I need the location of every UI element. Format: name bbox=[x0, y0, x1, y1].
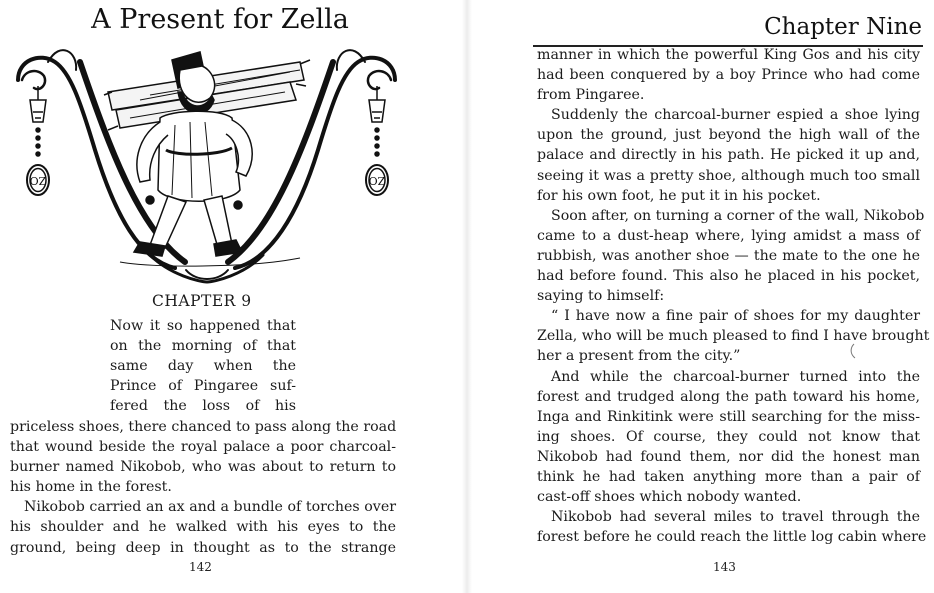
text-line: forest and trudged along the path toward his home, bbox=[537, 388, 920, 405]
text-line: “ I have now a fine pair of shoes for my daughter bbox=[551, 308, 920, 325]
text-line: for his own foot, he put it in his pocket. bbox=[537, 187, 821, 204]
text-line: had been conquered by a boy Prince who had come bbox=[537, 67, 920, 84]
text-line: fered the loss of his bbox=[110, 398, 296, 415]
text-line: And while the charcoal-burner turned into the bbox=[551, 368, 920, 385]
right-body-text bbox=[537, 45, 930, 547]
text-line: priceless shoes, there chanced to pass along the road bbox=[10, 419, 397, 435]
text-line: Suddenly the charcoal-burner espied a shoe lying bbox=[551, 107, 920, 124]
text-line: seeing it was a pretty shoe, although much too small bbox=[537, 167, 920, 184]
text-line: his home in the forest. bbox=[10, 479, 172, 496]
text-line: that wound beside the royal palace a poor charcoal- bbox=[10, 439, 396, 456]
text-line: his shoulder and he walked with his eyes to the bbox=[10, 519, 396, 536]
text-line: ing shoes. Of course, they could not know that bbox=[537, 428, 920, 445]
text-line: forest before he could reach the little log cabin where bbox=[537, 529, 927, 546]
text-line: Inga and Rinkitink were still searching for the miss- bbox=[537, 408, 920, 425]
text-line: had before found. This also he placed in his pocket, bbox=[537, 268, 920, 285]
text-line: ground, being deep in thought as to the strange bbox=[10, 539, 396, 556]
page-number: 143 bbox=[713, 560, 736, 574]
text-line: same day when the bbox=[110, 358, 296, 375]
book-title: A Present for Zella bbox=[91, 4, 349, 35]
text-line: burner named Nikobob, who was about to return to bbox=[10, 459, 396, 476]
text-line: cast-off shoes which nobody wanted. bbox=[537, 489, 802, 506]
text-line: think he had taken anything more than a pair of bbox=[537, 468, 920, 485]
text-line: from Pingaree. bbox=[537, 87, 645, 104]
text-line: palace and directly in his path. He picked it up and, bbox=[537, 147, 920, 164]
text-line: manner in which the powerful King Gos and his city bbox=[537, 47, 920, 63]
text-line: upon the ground, just beyond the high wall of the bbox=[537, 127, 920, 144]
text-line: Soon after, on turning a corner of the wall, Nikobob bbox=[551, 207, 925, 224]
text-line: her a present from the city.” bbox=[537, 348, 741, 365]
text-line: came to a dust-heap where, lying amidst a mass of bbox=[537, 227, 920, 244]
svg-text:OZ: OZ bbox=[368, 175, 386, 188]
page-number: 142 bbox=[189, 560, 212, 574]
text-line: Now it so happened that bbox=[110, 318, 296, 334]
text-line: saying to himself: bbox=[537, 288, 665, 305]
text-line: Prince of Pingaree suf- bbox=[110, 378, 296, 395]
text-line: Nikobob carried an ax and a bundle of torches over bbox=[24, 499, 396, 516]
text-line: rubbish, was another shoe — the mate to the one he bbox=[537, 247, 920, 264]
text-line: Nikobob had several miles to travel through the bbox=[551, 509, 920, 526]
text-line: Nikobob had found them, nor did the honest man bbox=[537, 448, 920, 465]
pencil-mark bbox=[848, 343, 858, 359]
text-line: on the morning of that bbox=[110, 338, 296, 355]
chapter-label: CHAPTER 9 bbox=[152, 292, 252, 310]
chapter-heading: Chapter Nine bbox=[764, 14, 922, 40]
svg-text:OZ: OZ bbox=[29, 175, 47, 188]
text-line: Zella, who will be much pleased to find I have brought bbox=[537, 328, 930, 345]
